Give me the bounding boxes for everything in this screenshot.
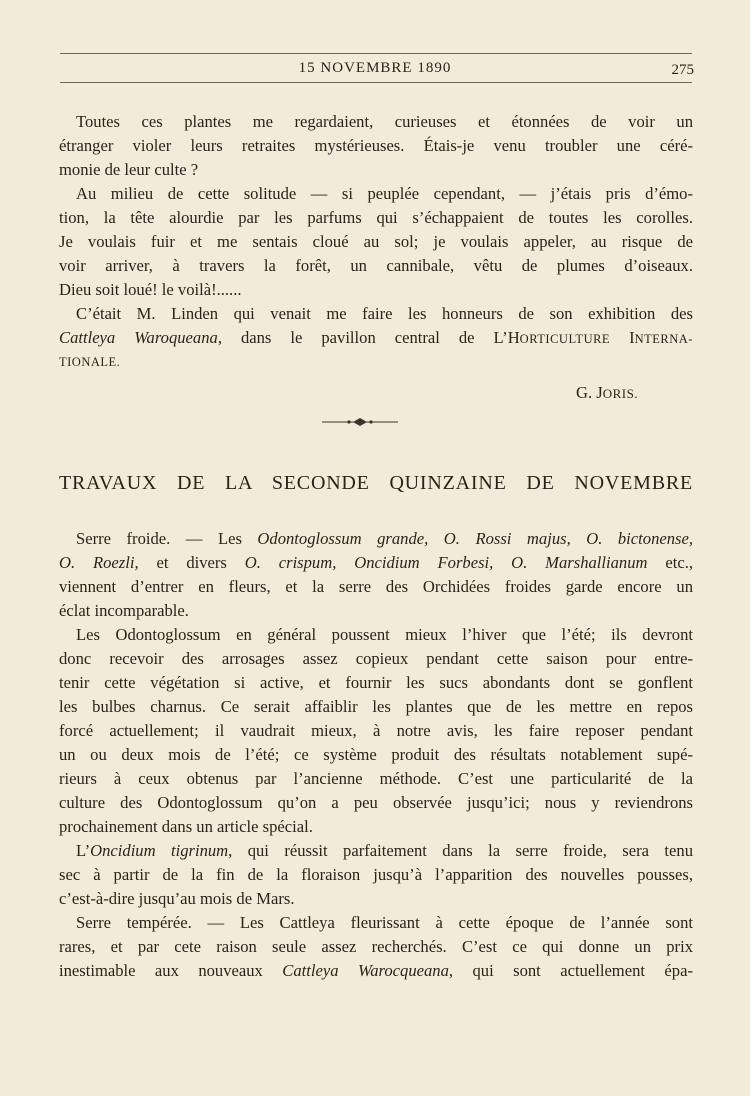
text-line: Les Odontoglossum en général poussent mieux l’hiver que l’été; ils devront <box>76 625 693 644</box>
subsection-label: Serre froide. <box>76 529 171 548</box>
running-header-date: 15 NOVEMBRE 1890 <box>298 60 452 76</box>
text-line: L’Oncidium tigrinum, qui réussit parfaitement dans la serre froide, sera tenu <box>76 841 693 860</box>
article-ending <box>59 110 693 374</box>
page-number: 275 <box>671 62 694 78</box>
text-line: TIONALE. <box>59 355 121 369</box>
section-title: TRAVAUX DE LA SECONDE QUINZAINE DE NOVEMBRE <box>59 472 693 494</box>
text-line: étranger violer leurs retraites mystérieuses. Étais-je venu troubler une céré- <box>59 136 693 155</box>
text-line: éclat incomparable. <box>59 601 189 620</box>
text-line: Dieu soit loué! le voilà!...... <box>59 280 242 299</box>
text-line: rares, et par cete raison seule assez recherchés. C’est ce qui donne un prix <box>59 937 693 956</box>
text-line: Cattleya Waroqueana, dans le pavillon central de L’HORTICULTURE INTERNA- <box>59 328 693 347</box>
plant-name: Cattleya Waroqueana <box>59 328 218 347</box>
text-line: culture des Odontoglossum qu’on a peu observée jusqu’ici; nous y reviendrons <box>59 793 693 812</box>
text-line: viennent d’entrer en fleurs, et la serre des Orchidées froides garde encore un <box>59 577 693 596</box>
text-line: sec à partir de la fin de la floraison jusqu’à l’apparition des nouvelles pousses, <box>59 865 693 884</box>
text-line: Je voulais fuir et me sentais cloué au sol; je voulais appeler, au risque de <box>59 232 693 251</box>
text-line: O. Roezli, et divers O. crispum, Oncidium Forbesi, O. Marshallianum etc., <box>59 553 693 572</box>
author-signature: G. JORIS. <box>576 383 639 402</box>
text-line: monie de leur culte ? <box>59 160 199 179</box>
text-line: rieurs à ceux obtenus par l’ancienne méthode. C’est une particularité de la <box>59 769 693 788</box>
text-line: c’est-à-dire jusqu’au mois de Mars. <box>59 889 295 908</box>
text-line: Toutes ces plantes me regardaient, curieuses et étonnées de voir un <box>76 112 693 131</box>
text-line: C’était M. Linden qui venait me faire les honneurs de son exhibition des <box>76 304 693 323</box>
section-body <box>59 527 693 983</box>
text-line: Serre froide. — Les Odontoglossum grande, O. Rossi majus, O. bictonense, <box>76 529 693 548</box>
text-line: voir arriver, à travers la forêt, un cannibale, vêtu de plumes d’oiseaux. <box>59 256 693 275</box>
header-bottom-rule <box>60 82 692 83</box>
text-line: forcé actuellement; il vaudrait mieux, à notre avis, les faire reposer pendant <box>59 721 693 740</box>
text-line: Au milieu de cette solitude — si peuplée cependant, — j’étais pris d’émo- <box>76 184 693 203</box>
header-top-rule <box>60 53 692 54</box>
text-line: un ou deux mois de l’été; ce système produit des résultats notablement supé- <box>59 745 693 764</box>
subsection-label: Serre tempérée. <box>76 913 192 932</box>
plant-name: Cattleya Warocqueana <box>282 961 449 980</box>
text-line: inestimable aux nouveaux Cattleya Warocqueana, qui sont actuellement épa- <box>59 961 693 980</box>
text-line: tion, la tête alourdie par les parfums qui s’échappaient de toutes les corolles. <box>59 208 693 227</box>
text-line: prochainement dans un article spécial. <box>59 817 313 836</box>
plant-name: Oncidium tigrinum <box>90 841 229 860</box>
text-line: Serre tempérée. — Les Cattleya fleurissant à cette époque de l’année sont <box>76 913 693 932</box>
text-line: les bulbes charnus. Ce serait affaiblir les plantes que de les mettre en repos <box>59 697 693 716</box>
text-line: donc recevoir des arrosages assez copieux pendant cette saison pour entre- <box>59 649 693 668</box>
section-ornament <box>320 415 400 429</box>
text-line: tenir cette végétation si active, et fournir les sucs abondants dont se gonflent <box>59 673 693 692</box>
